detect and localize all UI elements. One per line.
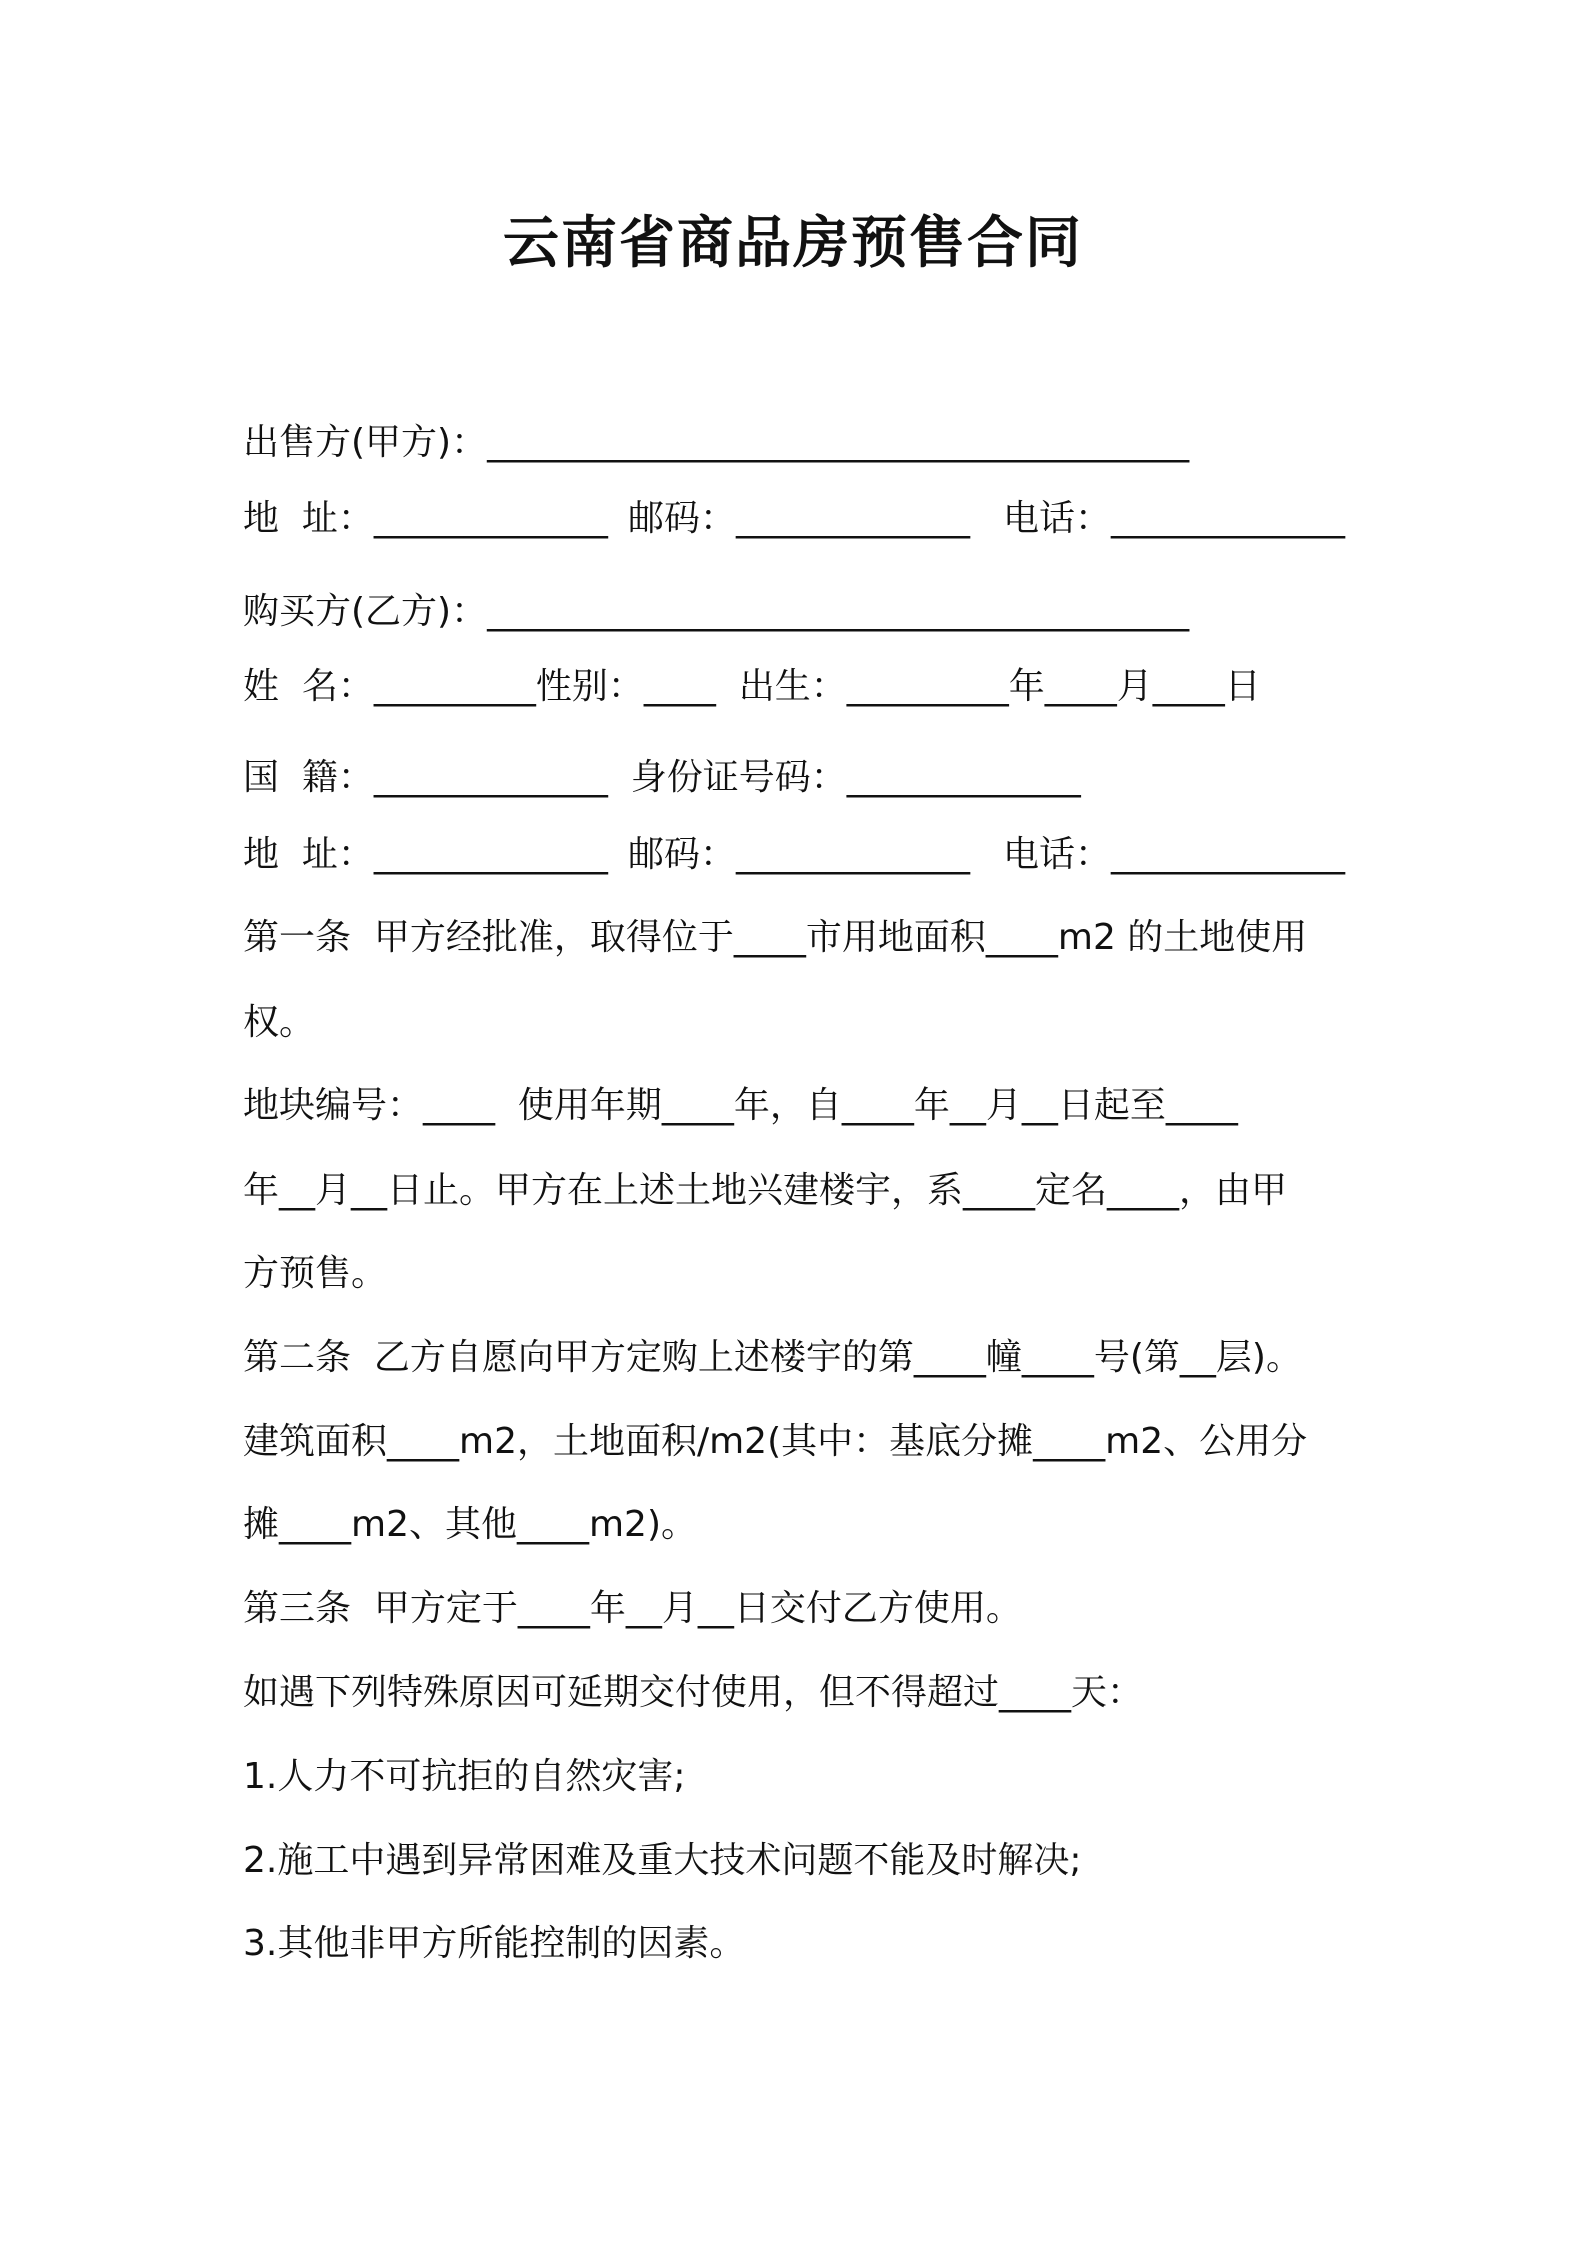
article3-line2: 如遇下列特殊原因可延期交付使用，但不得超过____天： <box>243 1672 1144 1713</box>
buyer-address: 地 址：_____________ <box>243 834 608 875</box>
document-title: 云南省商品房预售合同 <box>503 211 1083 276</box>
buyer-line: 购买方(乙方)：_______________________________________ <box>243 591 1190 632</box>
buyer-phone: 电话：_____________ <box>1003 834 1346 875</box>
article1-line2: 权。 <box>243 1002 316 1043</box>
article2-line2: 建筑面积____m2，土地面积/m2(其中：基底分摊____m2、公用分 <box>243 1421 1308 1462</box>
article1-line4: 年__月__日止。甲方在上述土地兴建楼宇，系____定名____，由甲 <box>243 1170 1288 1211</box>
seller-phone: 电话：_____________ <box>1003 498 1346 539</box>
buyer-postcode: 邮码：_____________ <box>628 834 971 875</box>
article3-item1: 1.人力不可抗拒的自然灾害; <box>243 1756 686 1797</box>
article2-line1: 第二条 乙方自愿向甲方定购上述楼宇的第____幢____号(第__层)。 <box>243 1337 1302 1378</box>
article1-line1: 第一条 甲方经批准，取得位于____市用地面积____m2 的土地使用 <box>243 917 1308 958</box>
seller-line: 出售方(甲方)：_______________________________________ <box>243 422 1190 463</box>
article1-line3: 地块编号：____ 使用年期____年，自____年__月__日起至____ <box>243 1085 1238 1126</box>
article3-item3: 3.其他非甲方所能控制的因素。 <box>243 1923 746 1964</box>
buyer-nationality-line: 国 籍：_____________ 身份证号码：_____________ <box>243 757 1081 798</box>
article3-item2: 2.施工中遇到异常困难及重大技术问题不能及时解决; <box>243 1840 1082 1881</box>
seller-postcode: 邮码：_____________ <box>628 498 971 539</box>
buyer-name-line: 姓 名：_________性别：____ 出生：_________年____月____日 <box>243 666 1261 707</box>
article3-line1: 第三条 甲方定于____年__月__日交付乙方使用。 <box>243 1588 1022 1629</box>
article2-line3: 摊____m2、其他____m2)。 <box>243 1504 697 1545</box>
seller-address: 地 址：_____________ <box>243 498 608 539</box>
article1-line5: 方预售。 <box>243 1253 388 1294</box>
